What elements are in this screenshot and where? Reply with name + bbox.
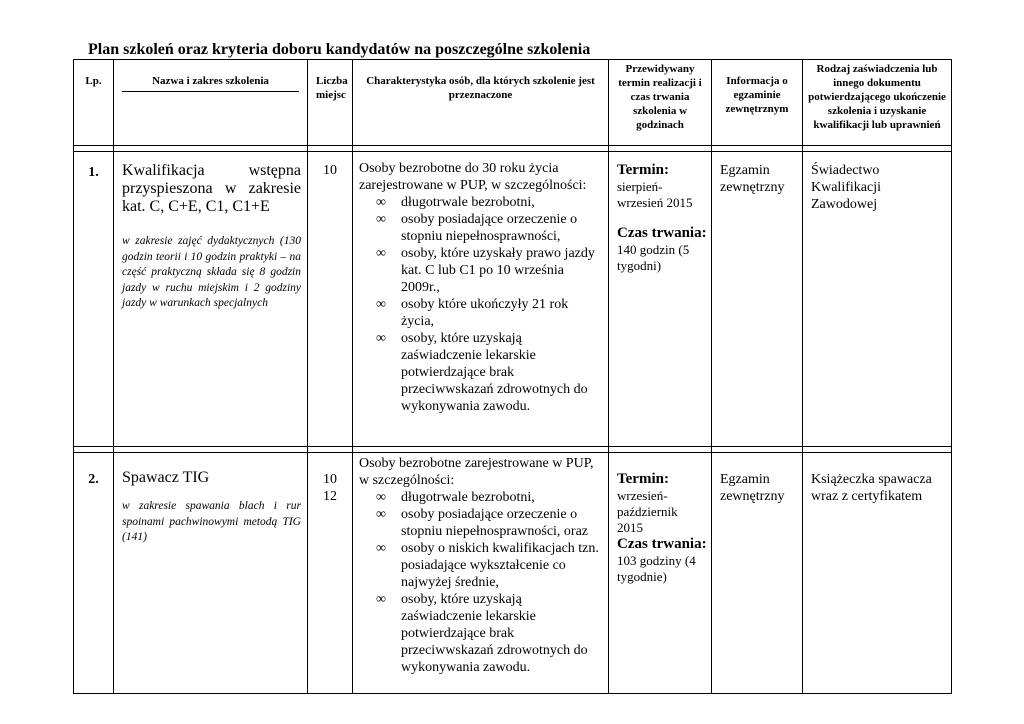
infinity-bullet-icon: ∞ xyxy=(376,490,386,505)
characteristics-list xyxy=(359,194,604,415)
certificate-cell xyxy=(803,152,952,447)
characteristics-intro: Osoby bezrobotne do 30 roku życia zarejestrowane w PUP, w szczególności: xyxy=(359,161,587,193)
infinity-bullet-icon: ∞ xyxy=(376,592,386,607)
list-item: ∞ osoby posiadające orzeczenie o stopniu niepełnosprawności, oraz xyxy=(376,507,589,539)
certificate-info: Świadectwo Kwalifikacji Zawodowej xyxy=(811,163,881,212)
characteristics-list xyxy=(359,489,604,676)
duration-value: 140 godzin (5 tygodni) xyxy=(617,242,690,273)
table-row xyxy=(74,152,952,447)
header-term: Przewidywany termin realizacji i czas trwania szkolenia w godzinach xyxy=(609,60,712,146)
training-plan-table xyxy=(73,59,952,694)
training-name: Spawacz TIG xyxy=(122,469,210,486)
list-item: ∞ osoby o niskich kwalifikacjach tzn. posiadające wykształcenie co najwyżej średnie, xyxy=(376,541,599,590)
places-value: 10 xyxy=(323,472,337,487)
list-item: ∞ długotrwale bezrobotni, xyxy=(376,195,535,210)
training-description: w zakresie spawania blach i rur spoinami pachwinowymi metodą TIG (141) xyxy=(122,500,301,543)
term-label: Termin: xyxy=(617,471,669,487)
infinity-bullet-icon: ∞ xyxy=(376,246,386,261)
page-title: Plan szkoleń oraz kryteria doboru kandydatów na poszczególne szkolenia xyxy=(88,41,591,58)
certificate-info: Książeczka spawacza wraz z certyfikatem xyxy=(811,472,932,504)
infinity-bullet-icon: ∞ xyxy=(376,195,386,210)
term-value: sierpień-wrzesień 2015 xyxy=(617,179,693,210)
term-value: wrzesień-październik 2015 xyxy=(617,488,678,535)
exam-info: Egzamin zewnętrzny xyxy=(720,163,785,195)
places-value-secondary: 12 xyxy=(323,489,337,504)
training-name-cell xyxy=(114,152,308,447)
places-value: 10 xyxy=(323,163,337,178)
term-label: Termin: xyxy=(617,162,669,178)
row-number: 2. xyxy=(74,453,114,694)
places-cell xyxy=(308,152,353,447)
term-cell xyxy=(609,453,712,694)
places-cell xyxy=(308,453,353,694)
header-places: Liczba miejsc xyxy=(308,60,353,146)
training-description: w zakresie zajęć dydaktycznych (130 godzin teorii i 10 godzin praktyki – na część praktyczną składa się 8 godzin jazdy w ruchu miejskim i 2 godziny jazdy w warunkach specjalnych xyxy=(122,235,301,309)
duration-label: Czas trwania: xyxy=(617,225,707,241)
exam-cell xyxy=(712,453,803,694)
table-row xyxy=(74,453,952,694)
list-item: ∞ osoby które ukończyły 21 rok życia, xyxy=(376,297,569,329)
duration-value: 103 godziny (4 tygodnie) xyxy=(617,553,696,584)
infinity-bullet-icon: ∞ xyxy=(376,297,386,312)
duration-label: Czas trwania: xyxy=(617,536,707,552)
header-exam: Informacja o egzaminie zewnętrznym xyxy=(712,60,803,146)
characteristics-cell xyxy=(353,152,609,447)
list-item: ∞ osoby, które uzyskały prawo jazdy kat. C lub C1 po 10 września 2009r., xyxy=(376,246,595,295)
infinity-bullet-icon: ∞ xyxy=(376,212,386,227)
header-characteristics: Charakterystyka osób, dla których szkolenie jest przeznaczone xyxy=(353,60,609,146)
list-item: ∞ osoby, które uzyskają zaświadczenie lekarskie potwierdzające brak przeciwwskazań zdrowotnych do wykonywania zawodu. xyxy=(376,331,588,414)
exam-info: Egzamin zewnętrzny xyxy=(720,472,785,504)
header-lp: Lp. xyxy=(74,60,114,146)
infinity-bullet-icon: ∞ xyxy=(376,507,386,522)
infinity-bullet-icon: ∞ xyxy=(376,541,386,556)
list-item: ∞ długotrwale bezrobotni, xyxy=(376,490,535,505)
table-header-row xyxy=(74,60,952,146)
header-certificate: Rodzaj zaświadczenia lub innego dokumentu potwierdzającego ukończenie szkolenia i uzyskanie kwalifikacji lub uprawnień xyxy=(803,60,952,146)
characteristics-intro: Osoby bezrobotne zarejestrowane w PUP, w szczególności: xyxy=(359,456,594,488)
row-number: 1. xyxy=(74,152,114,447)
list-item: ∞ osoby posiadające orzeczenie o stopniu niepełnosprawności, xyxy=(376,212,578,244)
header-name: Nazwa i zakres szkolenia xyxy=(114,60,308,146)
term-cell xyxy=(609,152,712,447)
list-item: ∞ osoby, które uzyskają zaświadczenie lekarskie potwierdzające brak przeciwwskazań zdrowotnych do wykonywania zawodu. xyxy=(376,592,588,675)
exam-cell xyxy=(712,152,803,447)
training-name: Kwalifikacja wstępna przyspieszona w zakresie kat. C, C+E, C1, C1+E xyxy=(122,162,301,215)
certificate-cell xyxy=(803,453,952,694)
infinity-bullet-icon: ∞ xyxy=(376,331,386,346)
characteristics-cell xyxy=(353,453,609,694)
training-name-cell xyxy=(114,453,308,694)
